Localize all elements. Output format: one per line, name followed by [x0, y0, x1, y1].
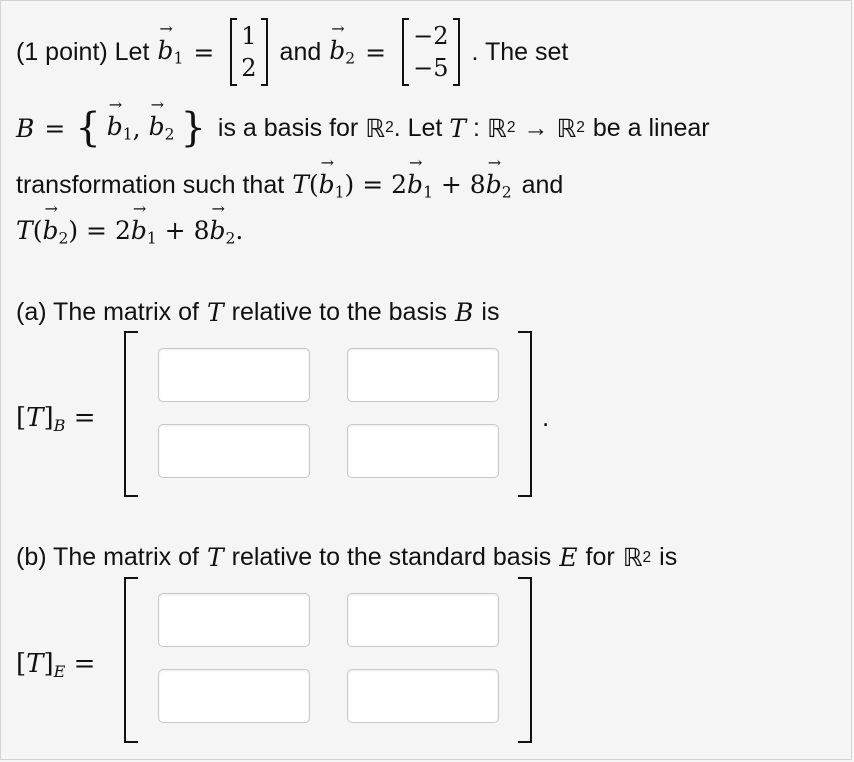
basis-B: B [16, 113, 35, 143]
the-set-text: . The set [471, 37, 569, 66]
part-a-prompt: (a) The matrix of T relative to the basis B is [16, 298, 500, 327]
matrix-a-left-bracket [124, 331, 138, 497]
problem-line-4: $T(\to b_2) = 2\to b_1 + 8\to b_2$. [16, 216, 243, 248]
problem-prefix: (1 point) Let [16, 37, 150, 66]
b2-entry-1: −2 [413, 22, 449, 50]
and-word: and [279, 37, 322, 66]
b1-entry-2: 2 [241, 54, 257, 82]
b2-symbol: → $b_2$ [329, 36, 355, 68]
b2-vector [402, 20, 459, 84]
problem-line-3: transformation such that $T(\to b_1) = 2\to b_1 + 8\to b_2$ and [16, 170, 563, 202]
matrix-b-right-bracket [518, 577, 532, 743]
b1-symbol: → $b_1$ [157, 36, 183, 68]
matrix-b-cell-1-1[interactable] [158, 593, 310, 647]
b2-entry-2: −5 [413, 54, 449, 82]
matrix-a-cell-1-2[interactable] [347, 348, 499, 402]
matrix-a-cell-2-1[interactable] [158, 424, 310, 478]
matrix-a-end-dot: . [542, 402, 550, 432]
problem-line-2: B = { → $b_1$ , → $b_2$ } is a basis for ℝ 2 . Let T : ℝ 2 → ℝ 2 be a linear [16, 108, 710, 148]
matrix-a-right-bracket [518, 331, 532, 497]
matrix-a-label: $[T]_B$ = [16, 403, 96, 435]
matrix-b-label: $[T]_E$ = [16, 649, 96, 681]
matrix-a-cell-2-2[interactable] [347, 424, 499, 478]
problem-line-1: (1 point) Let → $b_1$ = 1 2 and → $b_2$ = −2 −5 . The set [16, 20, 568, 84]
matrix-b-left-bracket [124, 577, 138, 743]
part-b-prompt: (b) The matrix of T relative to the standard basis E for ℝ 2 is [16, 543, 678, 572]
b1-vector [230, 20, 267, 84]
matrix-a-cell-1-1[interactable] [158, 348, 310, 402]
basis-text: is a basis for [217, 113, 359, 142]
matrix-b-cell-2-1[interactable] [158, 669, 310, 723]
matrix-b-cell-2-2[interactable] [347, 669, 499, 723]
b1-entry-1: 1 [241, 22, 257, 50]
matrix-b-cell-1-2[interactable] [347, 593, 499, 647]
transformation-text: transformation such that [16, 171, 285, 200]
